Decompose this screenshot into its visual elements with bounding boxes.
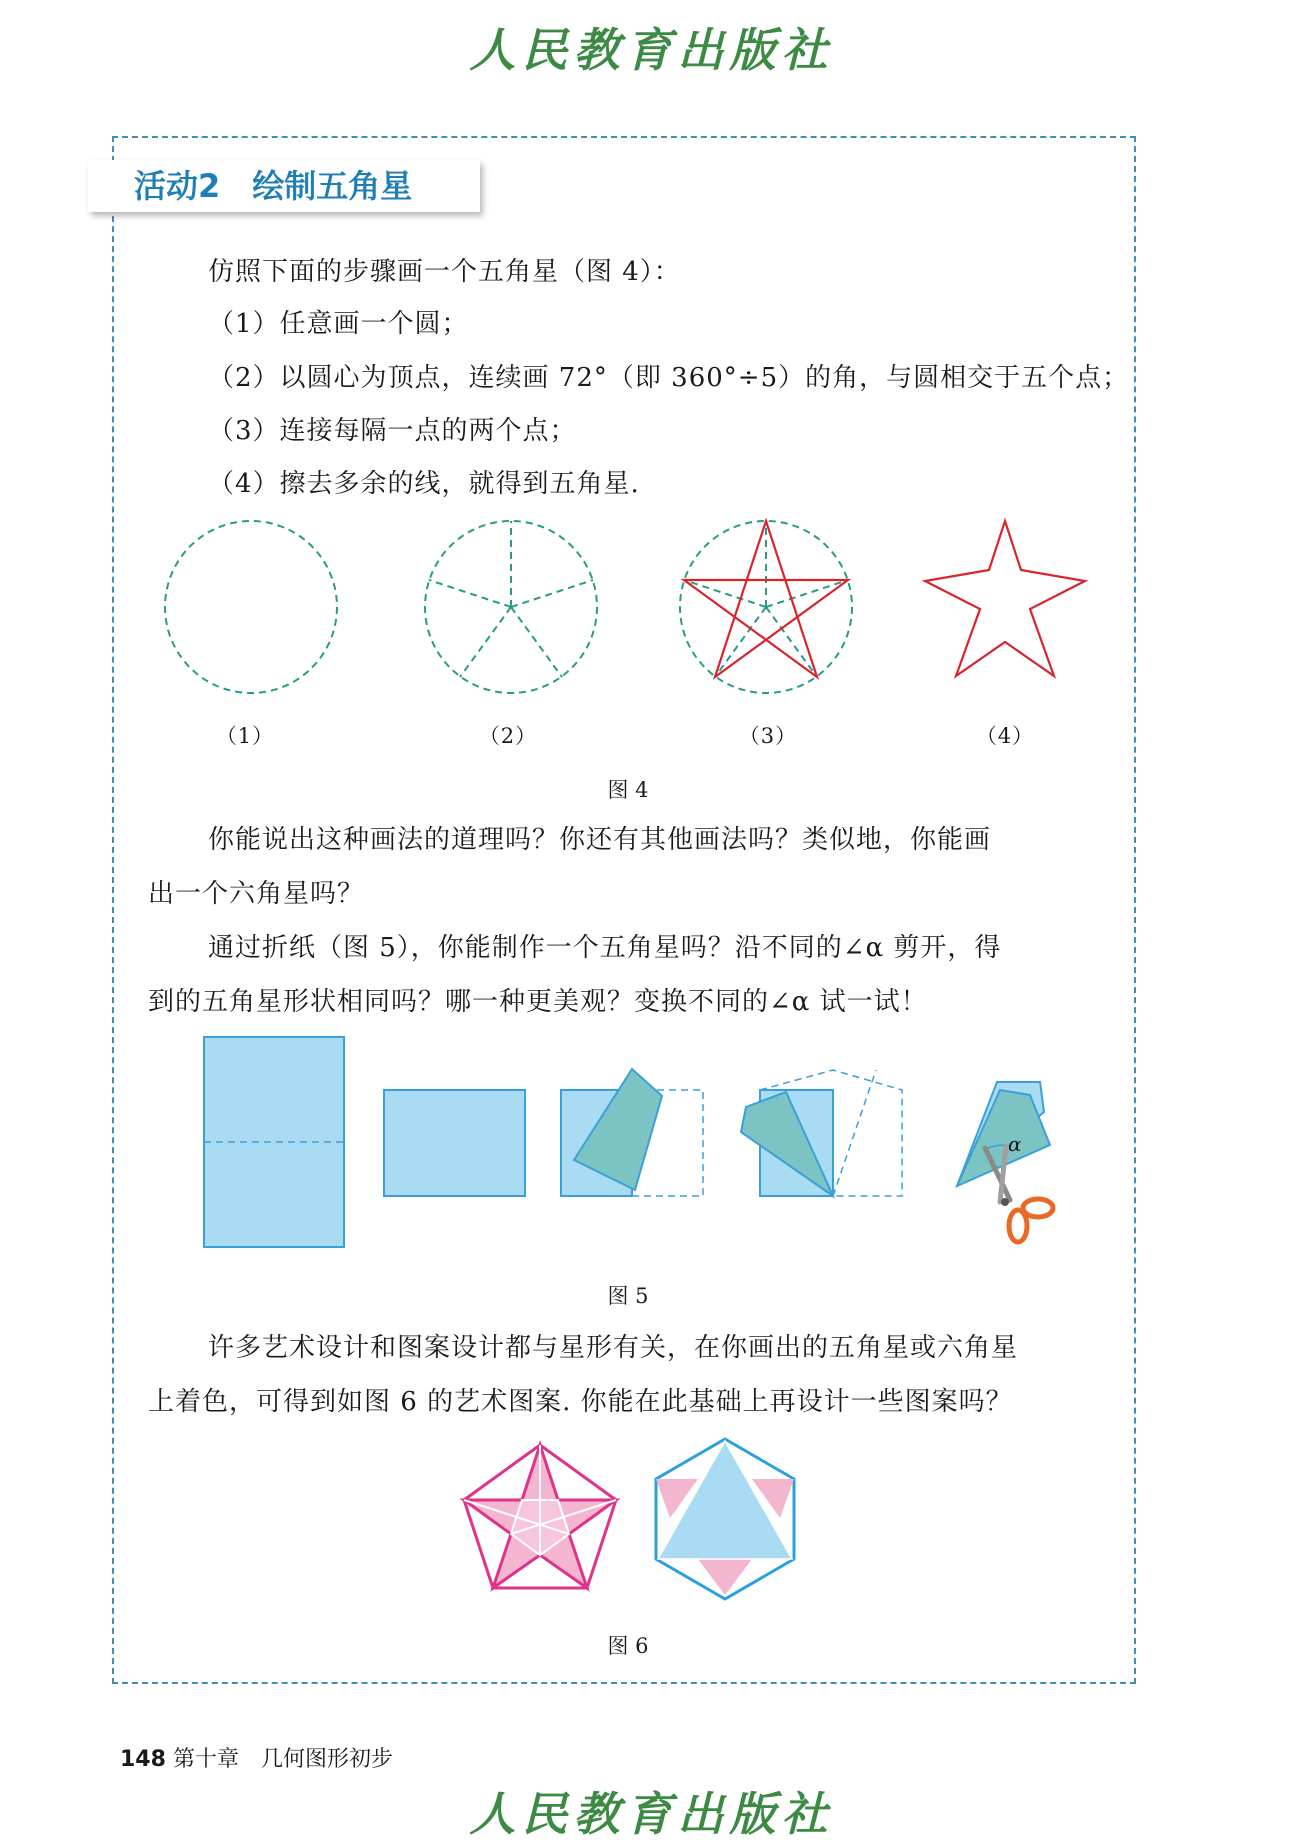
publisher-logo-top: 人民教育出版社 [469, 23, 834, 77]
step-1: （1）任意画一个圆； [208, 309, 469, 339]
question3-line-2: 上着色，可得到如图 6 的艺术图案. 你能在此基础上再设计一些图案吗？ [148, 1387, 1013, 1417]
question3-line-1: 许多艺术设计和图案设计都与星形有关，在你画出的五角星或六角星 [208, 1333, 1019, 1363]
question2-line-2: 到的五角星形状相同吗？哪一种更美观？变换不同的∠α 试一试！ [148, 987, 928, 1017]
chapter-title: 第十章 几何图形初步 [172, 1747, 393, 1772]
question1-line-2: 出一个六角星吗？ [148, 879, 365, 909]
pentagon-star-pattern [464, 1445, 616, 1588]
hexagon-star-pattern [656, 1439, 794, 1599]
question2-line-1: 通过折纸（图 5），你能制作一个五角星吗？沿不同的∠α 剪开，得 [208, 933, 1002, 963]
publisher-logo-bottom: 人民教育出版社 [469, 1787, 834, 1841]
step-4: （4）擦去多余的线，就得到五角星. [208, 469, 640, 499]
fig4-label-2: （2） [478, 724, 538, 748]
page-number: 148 [120, 1747, 166, 1772]
fig4-label-4: （4） [975, 724, 1035, 748]
fig5-angle-label: α [1008, 1132, 1022, 1156]
fig4-label-1: （1） [215, 724, 275, 748]
figure-4-caption: 图 4 [607, 778, 649, 802]
figure-6-caption: 图 6 [607, 1634, 649, 1658]
intro-text: 仿照下面的步骤画一个五角星（图 4）： [208, 257, 681, 287]
step-2: （2）以圆心为顶点，连续画 72°（即 360°÷5）的角，与圆相交于五个点； [208, 363, 1130, 393]
figure-5-caption: 图 5 [607, 1284, 649, 1308]
fig4-label-3: （3） [738, 724, 798, 748]
question1-line-1: 你能说出这种画法的道理吗？你还有其他画法吗？类似地，你能画 [208, 825, 992, 855]
step-3: （3）连接每隔一点的两个点； [208, 416, 577, 446]
activity-title: 活动2 绘制五角星 [88, 160, 480, 212]
page-footer [120, 1742, 393, 1773]
